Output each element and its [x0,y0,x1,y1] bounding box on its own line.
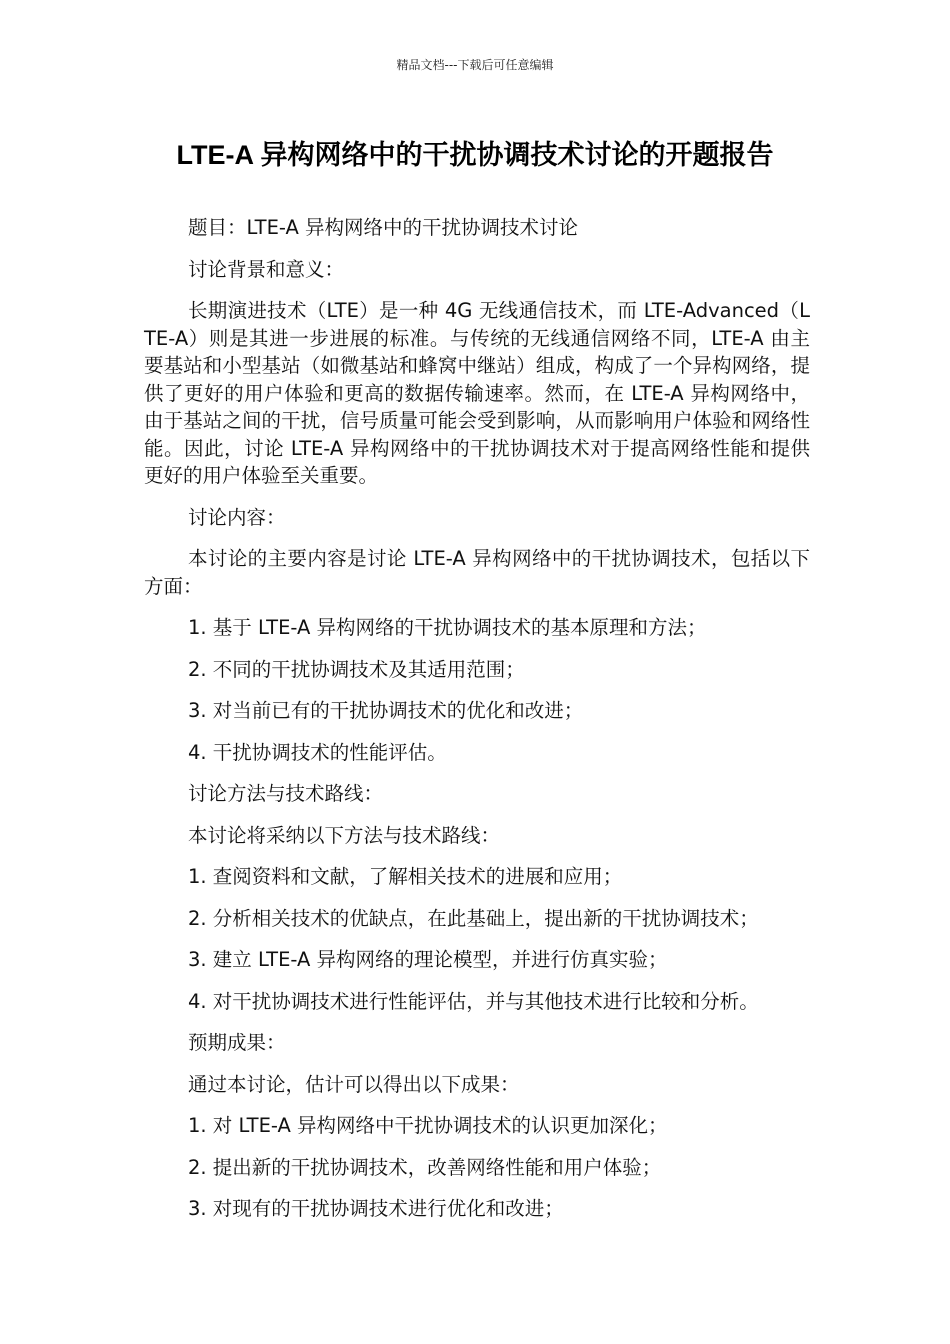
methods-intro: 本讨论将采纳以下方法与技术路线： [188,823,501,847]
list-item: 4. 干扰协调技术的性能评估。 [188,740,447,764]
section-heading-content: 讨论内容： [188,505,286,529]
list-item: 3. 对当前已有的干扰协调技术的优化和改进； [188,699,584,722]
list-item: 3. 建立 LTE-A 异构网络的理论模型，并进行仿真实验； [188,948,668,971]
list-item: 3. 对现有的干扰协调技术进行优化和改进； [188,1197,564,1220]
list-item: 1. 基于 LTE-A 异构网络的干扰协调技术的基本原理和方法； [188,616,707,639]
results-intro: 通过本讨论，估计可以得出以下成果： [188,1072,520,1096]
list-item: 2. 不同的干扰协调技术及其适用范围； [188,657,525,681]
list-item: 1. 对 LTE-A 异构网络中干扰协调技术的认识更加深化； [188,1114,668,1137]
section-heading-background: 讨论背景和意义： [188,257,345,281]
section-heading-results: 预期成果： [188,1031,286,1054]
list-item: 2. 分析相关技术的优缺点，在此基础上，提出新的干扰协调技术； [188,906,759,930]
header-note: 精品文档---下载后可任意编辑 [396,58,554,72]
document-body [144,214,810,1237]
list-item: 2. 提出新的干扰协调技术，改善网络性能和用户体验； [188,1155,662,1179]
topic-line: 题目：LTE-A 异构网络中的干扰协调技术讨论 [188,216,579,239]
list-item: 1. 查阅资料和文献，了解相关技术的进展和应用； [188,865,623,888]
document-title: LTE-A 异构网络中的干扰协调技术讨论的开题报告 [176,140,774,170]
list-item: 4. 对干扰协调技术进行性能评估，并与其他技术进行比较和分析。 [188,989,759,1013]
background-paragraph: 长期演进技术（LTE）是一种 4G 无线通信技术，而 LTE-Advanced（LTE-A）则是其进一步进展的标准。与传统的无线通信网络不同，LTE-A 由主要基站和小型基站（如微基站和蜂窝中继站）组成，构成了一个异构网络，提供了更好的用户体验和更高的数据传输速率。然而，在 LTE-A 异构网络中，由于基站之间的干扰，信号质量可能会受到影响，从而影响用户体验和网络性能。因此，讨论 LTE-A 异构网络中的干扰协调技术对于提高网络性能和提供更好的用户体验至关重要。 [144,299,810,487]
content-paragraph: 本讨论的主要内容是讨论 LTE-A 异构网络中的干扰协调技术，包括以下方面： [144,547,810,598]
section-heading-methods: 讨论方法与技术路线： [188,782,384,805]
